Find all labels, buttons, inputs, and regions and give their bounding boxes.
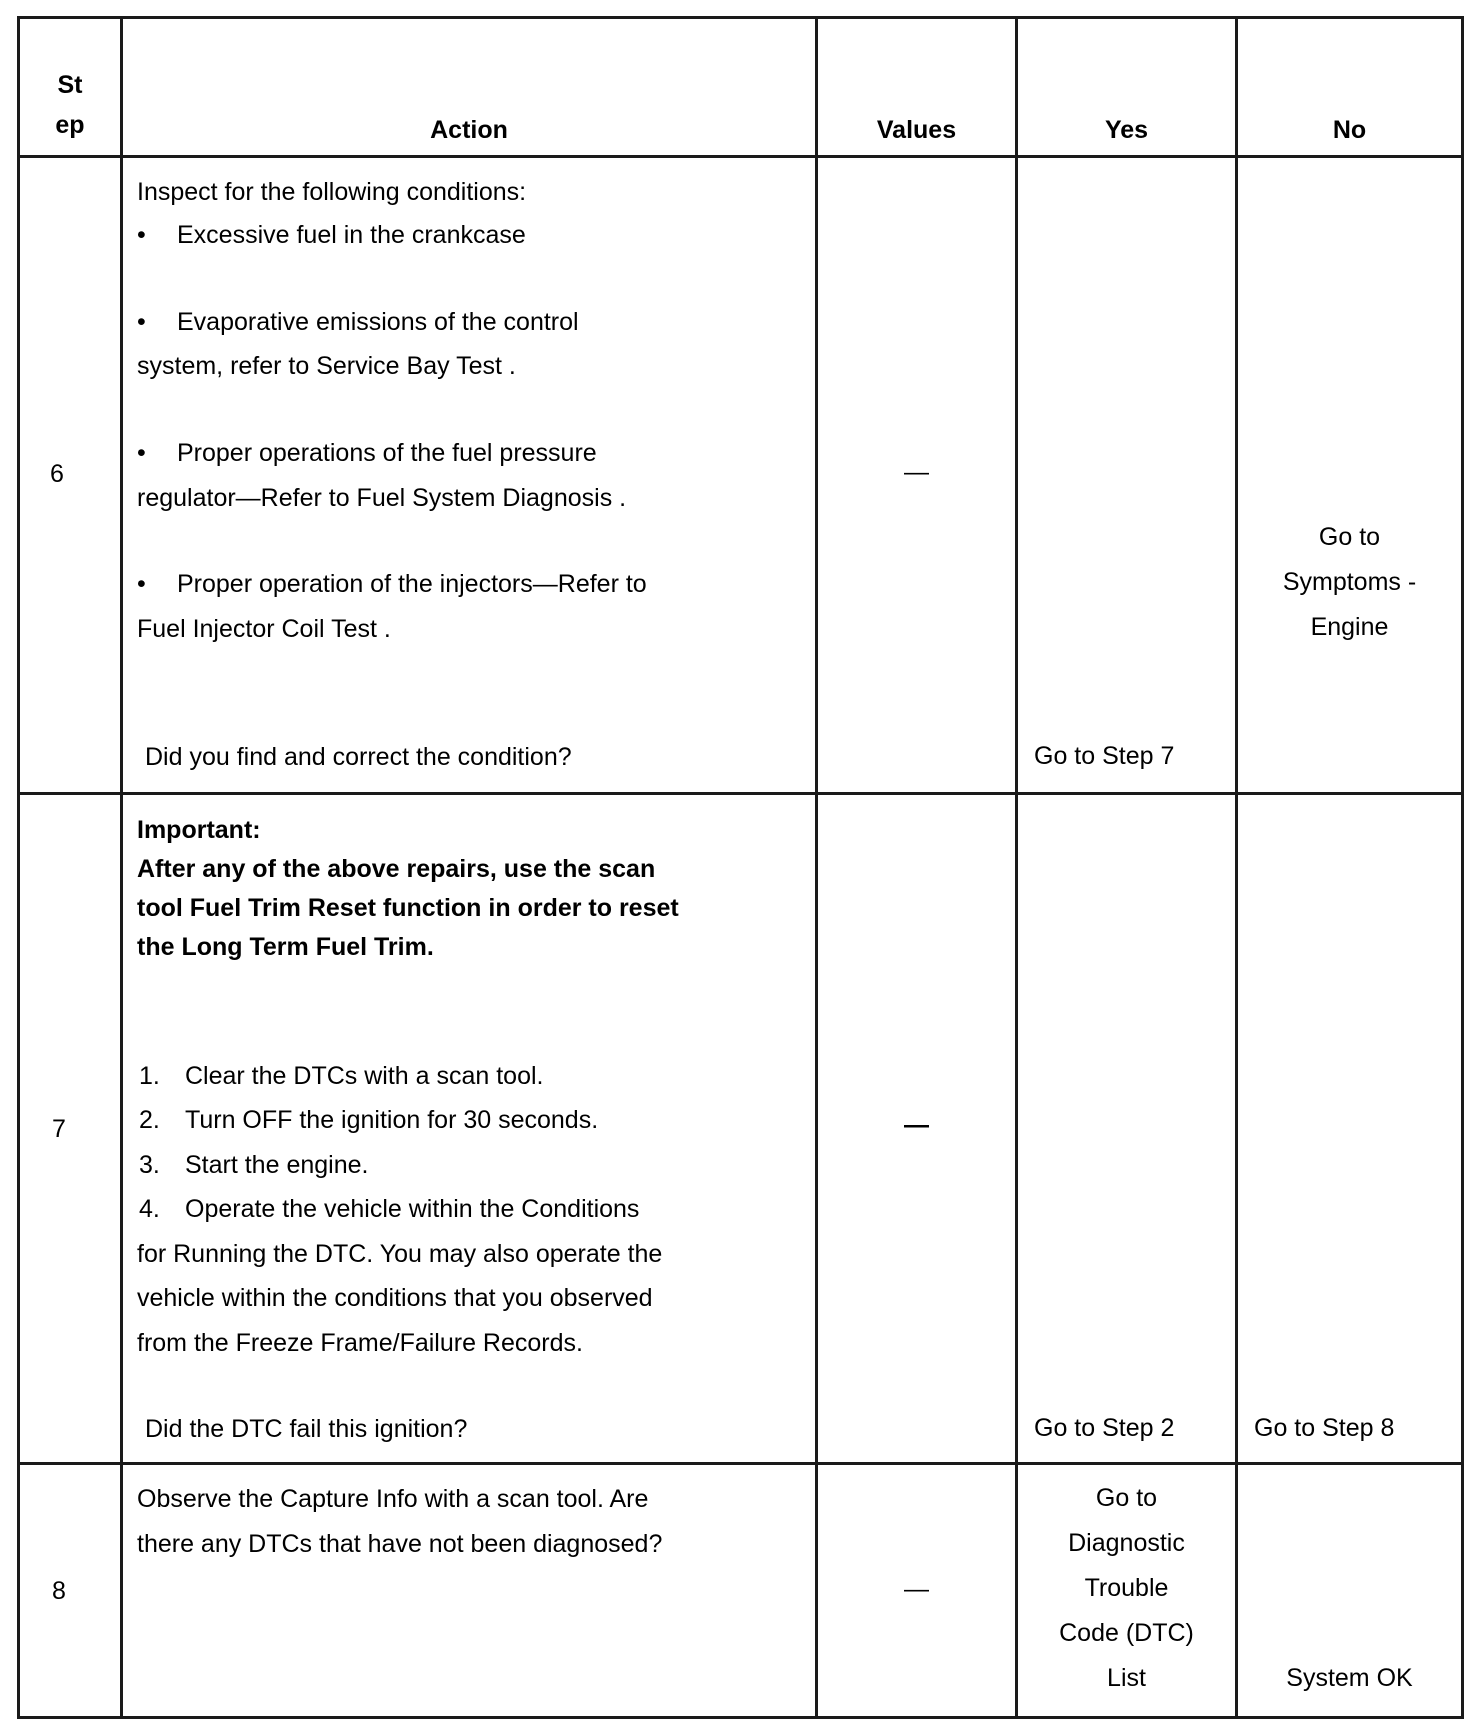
action-cell	[122, 794, 817, 1464]
action-line: for Running the DTC. You may also operate the	[137, 1240, 663, 1268]
header-yes: Yes	[1017, 18, 1237, 157]
header-step-line1: St	[57, 71, 83, 99]
step-number: 8	[52, 1577, 66, 1605]
no-cell	[1237, 157, 1463, 794]
action-step-3: 3. Start the engine.	[139, 1151, 369, 1179]
no-go-to-step-8: Go to Step 8	[1254, 1414, 1395, 1442]
action-cell	[122, 157, 817, 794]
values-cell	[817, 794, 1017, 1464]
action-step-4: 4. Operate the vehicle within the Conditions	[139, 1195, 640, 1223]
action-question: Did you find and correct the condition?	[145, 743, 572, 771]
header-step	[19, 18, 122, 157]
header-action: Action	[122, 18, 817, 157]
action-line: regulator—Refer to Fuel System Diagnosis .	[137, 484, 627, 512]
action-step-1: 1. Clear the DTCs with a scan tool.	[139, 1062, 544, 1090]
step-cell	[19, 1464, 122, 1718]
step-cell	[19, 794, 122, 1464]
action-line: Observe the Capture Info with a scan tool. Are	[137, 1485, 649, 1513]
yes-go-to-step-2: Go to Step 2	[1034, 1414, 1175, 1442]
yes-cell	[1017, 157, 1237, 794]
values-cell	[817, 157, 1017, 794]
action-line: system, refer to Service Bay Test .	[137, 352, 516, 380]
header-values: Values	[817, 18, 1017, 157]
step-number: 7	[52, 1115, 66, 1143]
table-row-step-8	[19, 1464, 1463, 1718]
action-line: from the Freeze Frame/Failure Records.	[137, 1329, 583, 1357]
yes-dtc-list: Go to Diagnostic Trouble Code (DTC) List	[1059, 1484, 1194, 1692]
action-line: there any DTCs that have not been diagnosed?	[137, 1530, 663, 1558]
action-bullet: • Excessive fuel in the crankcase	[137, 221, 526, 249]
table-row-step-6	[19, 157, 1463, 794]
table-row-step-7	[19, 794, 1463, 1464]
important-text: the Long Term Fuel Trim.	[137, 933, 434, 961]
no-cell	[1237, 1464, 1463, 1718]
action-bullet: • Proper operations of the fuel pressure	[137, 439, 597, 467]
important-text: tool Fuel Trim Reset function in order to reset	[137, 894, 679, 922]
no-cell	[1237, 794, 1463, 1464]
action-step-2: 2. Turn OFF the ignition for 30 seconds.	[139, 1106, 599, 1134]
step-cell	[19, 157, 122, 794]
header-row	[19, 18, 1463, 157]
important-label: Important:	[137, 816, 261, 844]
action-intro: Inspect for the following conditions:	[137, 178, 527, 206]
header-no: No	[1237, 18, 1463, 157]
action-line: vehicle within the conditions that you observed	[137, 1284, 653, 1312]
values-cell	[817, 1464, 1017, 1718]
action-cell	[122, 1464, 817, 1718]
action-bullet: • Evaporative emissions of the control	[137, 308, 579, 336]
step-number: 6	[50, 460, 64, 488]
important-text: After any of the above repairs, use the scan	[137, 855, 656, 883]
yes-cell	[1017, 1464, 1237, 1718]
no-symptoms-engine: Go to Symptoms - Engine	[1282, 523, 1417, 641]
values-dash: —	[904, 1575, 929, 1603]
values-dash: —	[904, 458, 929, 486]
action-bullet: • Proper operation of the injectors—Refer to	[137, 570, 647, 598]
action-question: Did the DTC fail this ignition?	[145, 1415, 468, 1443]
action-line: Fuel Injector Coil Test .	[137, 615, 391, 643]
values-dash: —	[904, 1111, 929, 1139]
diagnostic-table	[17, 16, 1464, 1719]
no-system-ok: System OK	[1286, 1664, 1413, 1692]
yes-cell	[1017, 794, 1237, 1464]
header-step-line2: ep	[55, 111, 85, 139]
yes-go-to-step-7: Go to Step 7	[1034, 742, 1175, 770]
